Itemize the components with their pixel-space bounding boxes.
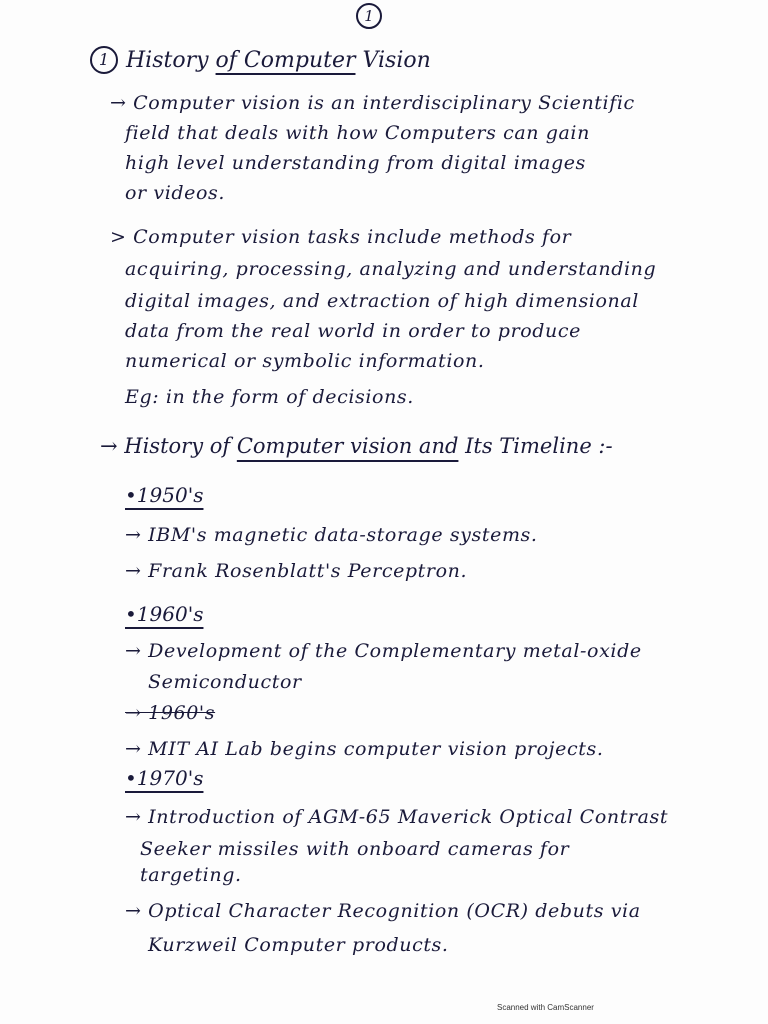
struck-item: → 1960's [125, 702, 216, 724]
heading-prefix: History [126, 47, 209, 73]
decade-label: •1950's [125, 483, 204, 507]
tasks-line: data from the real world in order to produce [125, 320, 581, 342]
scanner-watermark: Scanned with CamScanner [497, 1003, 594, 1012]
timeline-item: → Introduction of AGM-65 Maverick Optical Contrast [125, 806, 669, 828]
example-line: Eg: in the form of decisions. [125, 386, 414, 408]
timeline-prefix: → History of [100, 434, 231, 458]
heading-underlined: of Computer [215, 47, 356, 73]
timeline-suffix: Its Timeline :- [465, 434, 613, 458]
intro-line: field that deals with how Computers can gain [125, 122, 590, 144]
timeline-item: Seeker missiles with onboard cameras for [140, 838, 570, 860]
heading-number: 1 [90, 46, 118, 74]
decade-label: •1970's [125, 766, 204, 790]
decade-label: •1960's [125, 602, 204, 626]
page-number: 1 [356, 3, 382, 29]
timeline-item: → Frank Rosenblatt's Perceptron. [125, 560, 468, 582]
tasks-line: acquiring, processing, analyzing and understanding [125, 258, 657, 280]
timeline-item: → IBM's magnetic data-storage systems. [125, 524, 538, 546]
intro-line: or videos. [125, 182, 226, 204]
timeline-item: → MIT AI Lab begins computer vision projects. [125, 738, 604, 760]
timeline-item: → Development of the Complementary metal-oxide [125, 640, 642, 662]
timeline-item: targeting. [140, 864, 242, 886]
heading-suffix: Vision [362, 47, 431, 73]
timeline-item: → Optical Character Recognition (OCR) debuts via [125, 900, 641, 922]
timeline-heading [100, 434, 613, 458]
intro-line: → Computer vision is an interdisciplinary Scientific [110, 92, 635, 114]
tasks-line: > Computer vision tasks include methods for [110, 226, 572, 248]
intro-line: high level understanding from digital images [125, 152, 586, 174]
timeline-underlined: Computer vision and [236, 434, 459, 458]
tasks-line: digital images, and extraction of high dimensional [125, 290, 639, 312]
timeline-item: Kurzweil Computer products. [148, 934, 449, 956]
timeline-item: Semiconductor [148, 671, 302, 693]
page-title [90, 44, 431, 76]
tasks-line: numerical or symbolic information. [125, 350, 485, 372]
